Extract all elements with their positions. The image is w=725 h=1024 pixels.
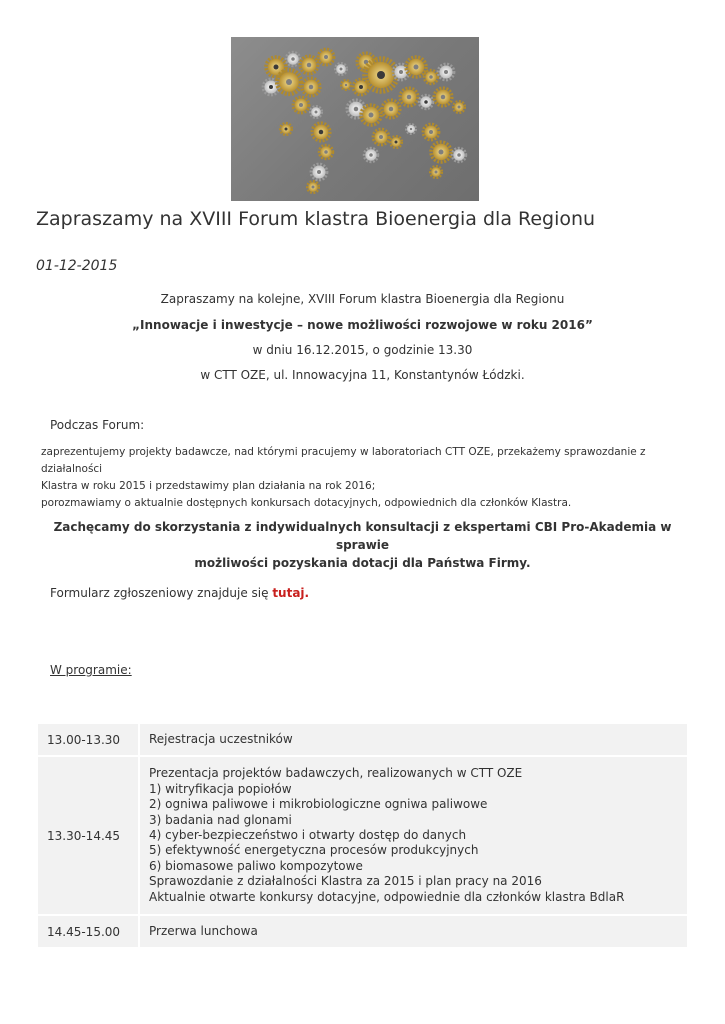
schedule-time: 14.45-15.00 — [38, 916, 138, 947]
gear-hub — [299, 103, 303, 107]
form-link[interactable]: tutaj. — [272, 586, 310, 600]
gear-hub — [317, 170, 321, 174]
schedule-description — [140, 724, 687, 755]
schedule-row — [38, 724, 687, 755]
consultation-note — [36, 518, 689, 572]
gear-hub — [315, 111, 318, 114]
gear-hub — [324, 55, 328, 59]
during-forum-description — [41, 444, 691, 512]
schedule-item: 6) biomasowe paliwo kompozytowe — [149, 858, 363, 873]
gear-hub — [429, 75, 433, 79]
gear-hub — [444, 70, 448, 74]
gear-hub — [269, 85, 273, 89]
forum-theme: „Innowacje i inwestycje – nowe możliwości rozwojowe w roku 2016” — [132, 318, 593, 332]
during-forum-label: Podczas Forum: — [50, 418, 145, 432]
description-line: porozmawiamy o aktualnie dostępnych konkursach dotacyjnych, odpowiednich dla członków Klastra. — [41, 497, 572, 509]
gear-hub — [286, 79, 292, 85]
schedule-row — [38, 757, 687, 914]
schedule-item: 3) badania nad glonami — [149, 812, 292, 827]
gear-hub — [369, 153, 373, 157]
consultation-line: możliwości pozyskania dotacji dla Państwa Firmy. — [194, 556, 531, 570]
gear-hub — [354, 107, 359, 112]
gear-hub — [407, 95, 412, 100]
hero-image-gears-world-map — [231, 37, 479, 201]
program-label: W programie: — [50, 663, 132, 677]
gear-hub — [285, 128, 288, 131]
gear-hub — [319, 130, 324, 135]
gear-hub — [345, 84, 348, 87]
gears-world-map-illustration — [231, 37, 479, 201]
schedule-row — [38, 916, 687, 947]
description-line: Klastra w roku 2015 i przedstawimy plan działania na rok 2016; — [41, 480, 376, 492]
form-text: Formularz zgłoszeniowy znajduje się — [50, 586, 273, 600]
consultation-line: Zachęcamy do skorzystania z indywidualnych konsultacji z ekspertami CBI Pro-Akademia w sprawie — [53, 520, 672, 552]
schedule-description — [140, 757, 687, 914]
gear-hub — [429, 130, 433, 134]
gear-hub — [435, 171, 438, 174]
schedule-item: 2) ogniwa paliwowe i mikrobiologiczne ogniwa paliwowe — [149, 797, 488, 812]
article-date: 01-12-2015 — [36, 258, 118, 274]
intro-line: Zapraszamy na kolejne, XVIII Forum klastra Bioenergia dla Regionu — [160, 292, 565, 306]
description-line: zaprezentujemy projekty badawcze, nad którymi pracujemy w laboratoriach CTT OZE, przekażemy sprawozdanie z działalności — [41, 446, 646, 475]
schedule-item: 1) witryfikacja popiołów — [149, 781, 292, 796]
schedule-item: Rejestracja uczestników — [149, 732, 293, 746]
gear-hub — [395, 141, 398, 144]
schedule-item: Przerwa lunchowa — [149, 924, 258, 939]
schedule-description — [140, 916, 687, 947]
event-location: w CTT OZE, ul. Innowacyjna 11, Konstantynów Łódzki. — [200, 368, 525, 382]
gear-hub — [291, 57, 295, 61]
gear-hub — [369, 113, 374, 118]
schedule-item: 4) cyber-bezpieczeństwo i otwarty dostęp do danych — [149, 828, 467, 843]
schedule-table — [36, 722, 689, 949]
schedule-time: 13.30-14.45 — [38, 757, 138, 914]
gear-hub — [307, 63, 312, 68]
gear-hub — [439, 150, 444, 155]
registration-form-note — [50, 586, 309, 600]
gear-hub — [410, 128, 413, 131]
gear-hub — [458, 106, 461, 109]
article-title: Zapraszamy na XVIII Forum klastra Bioenergia dla Regionu — [36, 208, 596, 230]
gear-hub — [324, 150, 328, 154]
gear-hub — [312, 186, 315, 189]
gear-hub — [309, 85, 314, 90]
gear-hub — [359, 85, 363, 89]
gear-hub — [441, 95, 446, 100]
schedule-item: 5) efektywność energetyczna procesów produkcyjnych — [149, 843, 479, 858]
gear-hub — [379, 135, 383, 139]
schedule-item: Sprawozdanie z działalności Klastra za 2015 i plan pracy na 2016 — [149, 874, 542, 889]
gear-hub — [377, 71, 385, 79]
schedule-time: 13.00-13.30 — [38, 724, 138, 755]
schedule-item: Aktualnie otwarte konkursy dotacyjne, odpowiednie dla członków klastra BdlaR — [149, 889, 625, 904]
gear-hub — [457, 153, 461, 157]
gear-hub — [399, 70, 403, 74]
gear-hub — [389, 107, 394, 112]
schedule-item: Prezentacja projektów badawczych, realizowanych w CTT OZE — [149, 766, 523, 781]
gear-hub — [274, 65, 279, 70]
event-date-time: w dniu 16.12.2015, o godzinie 13.30 — [252, 343, 473, 357]
gear-hub — [414, 65, 419, 70]
gear-hub — [340, 68, 343, 71]
gear-hub — [424, 100, 428, 104]
